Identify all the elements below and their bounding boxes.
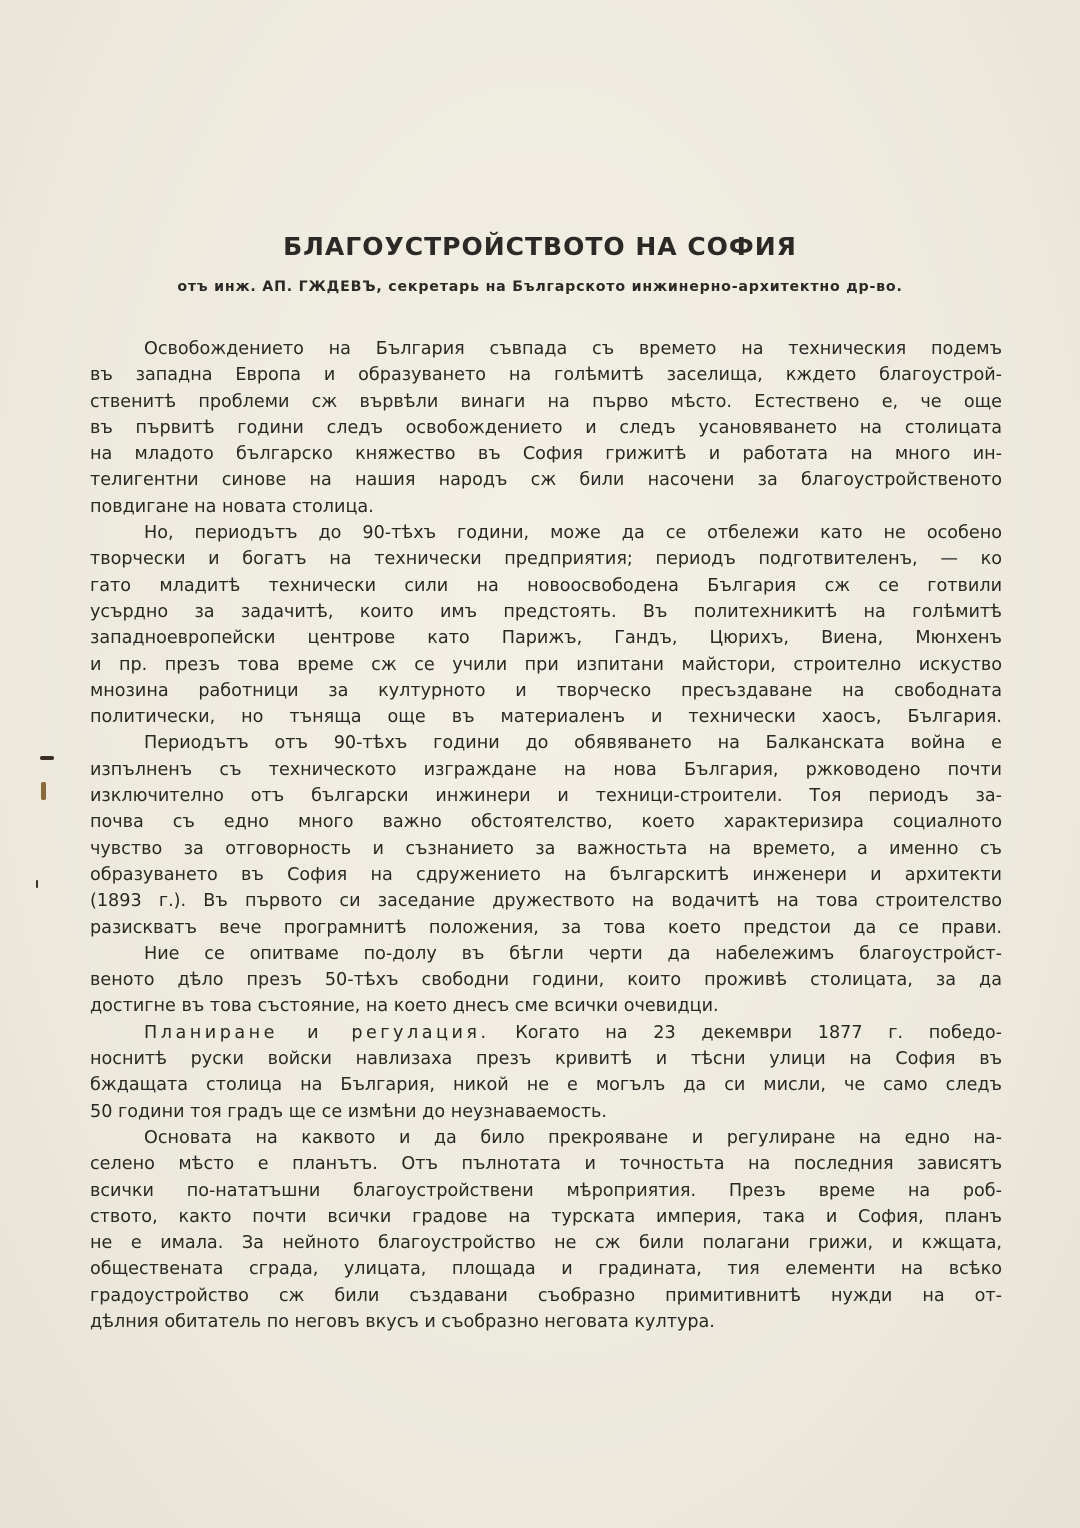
paragraph — [90, 1125, 1002, 1335]
text-line: въ първитѣ години следъ освобождението и следъ усановяването на столицата — [90, 417, 1002, 438]
text-line: въ западна Европа и образуването на голѣмитѣ заселища, кждето благоустрой- — [90, 365, 1002, 386]
text-line: ството, както почти всички градове на турската империя, така и София, планъ — [90, 1206, 1002, 1227]
text-line: ственитѣ проблеми сж вървѣли винаги на първо мѣсто. Естествено е, че още — [90, 391, 1002, 412]
text-line: повдигане на новата столица. — [90, 496, 374, 517]
paragraph — [90, 730, 1002, 940]
paragraph — [90, 1020, 1002, 1125]
paragraph — [90, 941, 1002, 1020]
text-line: 50 години тоя градъ ще се измѣни до неузнаваемость. — [90, 1101, 607, 1122]
text-line: на младото българско княжество въ София грижитѣ и работата на много ин- — [90, 444, 1002, 465]
ink-mark — [36, 880, 38, 888]
text-line: всички по-нататъшни благоустройствени мѣроприятия. Презъ време на роб- — [90, 1180, 1002, 1201]
text-line: Основата на каквото и да било прекрояване и регулиране на едно на- — [144, 1127, 1002, 1148]
text-line: политически, но тъняща още въ материаленъ и технически хаосъ, България. — [90, 707, 1002, 728]
text-line: изпълненъ съ техническото изграждане на нова България, ржководено почти — [90, 759, 1002, 780]
text-line: дѣлния обитатель по неговъ вкусъ и съобразно неговата култура. — [90, 1311, 715, 1332]
text-line-rest: Когато на 23 декември 1877 г. победо- — [489, 1022, 1002, 1043]
text-line: Периодътъ отъ 90-тѣхъ години до обявяването на Балканската война е — [144, 733, 1002, 754]
text-line: почва съ едно много важно обстоятелство, което характеризира социалното — [90, 812, 1002, 833]
article-byline: отъ инж. АП. ГЖДЕВЪ, секретарь на Българското инжинерно-архитектно др-во. — [177, 279, 903, 295]
text-line — [90, 1020, 1002, 1046]
text-line: чувство за отговорность и съзнанието за важностьта на времето, а именно съ — [90, 838, 1002, 859]
text-line: Но, периодътъ до 90-тѣхъ години, може да се отбележи като не особено — [144, 523, 1002, 544]
text-line: западноевропейски центрове като Парижъ, Гандъ, Цюрихъ, Виена, Мюнхенъ — [90, 628, 1002, 649]
text-line: достигне въ това състояние, на което днесъ сме всички очевидци. — [90, 996, 719, 1017]
text-line: бждащата столица на България, никой не е могълъ да си мисли, че само следъ — [90, 1075, 1002, 1096]
article-title: БЛАГОУСТРОЙСТВОТО НА СОФИЯ — [283, 232, 797, 261]
text-line: носнитѣ руски войски навлизаха презъ кривитѣ и тѣсни улици на София въ — [90, 1049, 1002, 1070]
paragraph — [90, 336, 1002, 520]
text-line: усърдно за задачитѣ, които имъ предстоять. Въ политехникитѣ на голѣмитѣ — [90, 601, 1002, 622]
text-line: телигентни синове на нашия народъ сж били насочени за благоустройственото — [90, 470, 1002, 491]
text-line: не е имала. За нейното благоустройство не сж били полагани грижи, и кжщата, — [90, 1233, 1002, 1254]
text-line: веното дѣло презъ 50-тѣхъ свободни години, които проживѣ столицата, за да — [90, 970, 1002, 991]
section-heading: Планиране и регулация. — [144, 1022, 490, 1043]
text-line: Освобождението на България съвпада съ времето на техническия подемъ — [144, 339, 1002, 359]
ink-mark — [41, 782, 46, 800]
text-line: мнозина работници за културното и творческо пресъздаване на свободната — [90, 680, 1002, 701]
article-body — [90, 336, 1002, 1335]
ink-mark — [40, 756, 54, 760]
text-line: градоустройство сж били създавани съобразно примитивнитѣ нужди на от- — [90, 1285, 1002, 1306]
text-line: и пр. презъ това време сж се учили при изпитани майстори, строително искуство — [90, 654, 1002, 675]
text-line: изключително отъ български инжинери и техници-строители. Тоя периодъ за- — [90, 786, 1002, 807]
paragraph — [90, 520, 1002, 730]
text-line: (1893 г.). Въ първото си заседание дружеството на водачитѣ на това строителство — [90, 891, 1002, 912]
text-line: селено мѣсто е планътъ. Отъ пълнотата и точностьта на последния зависятъ — [90, 1154, 1002, 1175]
text-line: Ние се опитваме по-долу въ бѣгли черти да набележимъ благоустройст- — [144, 943, 1002, 964]
text-line: творчески и богатъ на технически предприятия; периодъ подготвителенъ, — ко — [90, 549, 1002, 570]
text-line: гато младитѣ технически сили на новоосвободена България сж се готвили — [90, 575, 1002, 596]
text-line: разискватъ вече програмнитѣ положения, за това което предстои да се прави. — [90, 917, 1002, 938]
text-line: образуването въ София на сдружението на българскитѣ инженери и архитекти — [90, 864, 1002, 885]
text-line: обществената сграда, улицата, площада и градината, тия елементи на всѣко — [90, 1259, 1002, 1280]
